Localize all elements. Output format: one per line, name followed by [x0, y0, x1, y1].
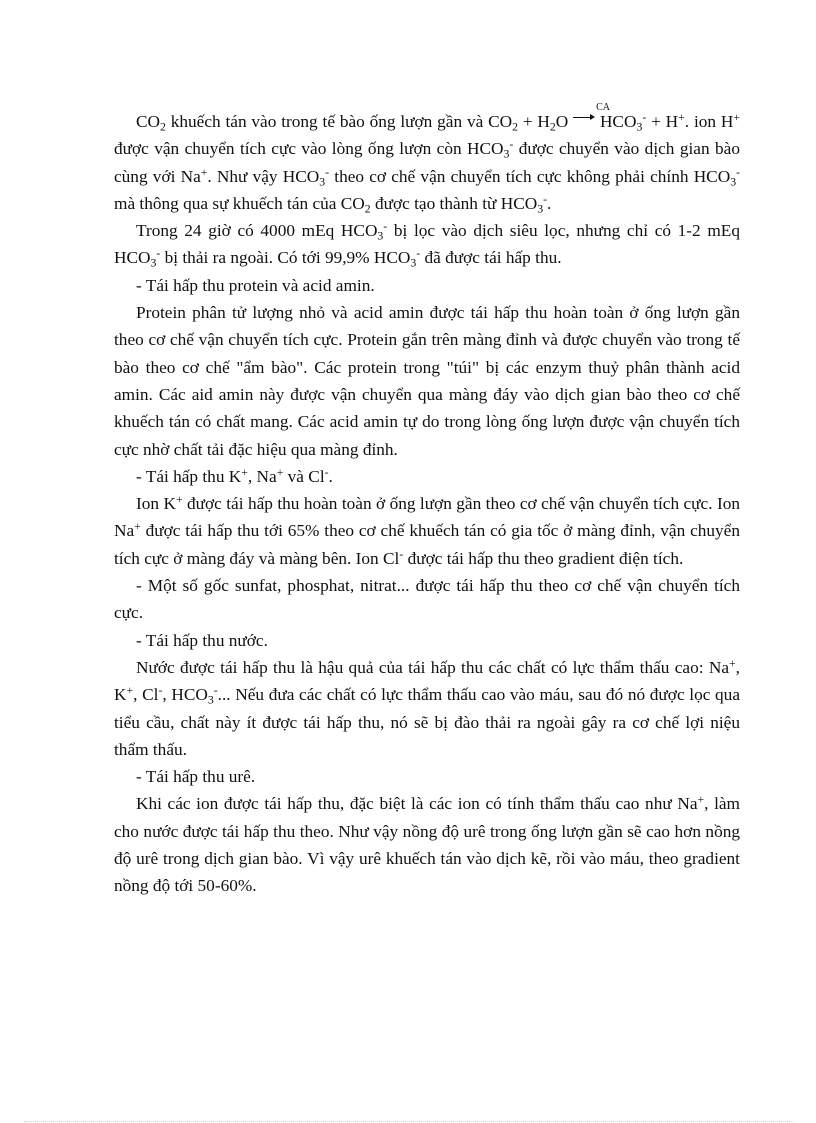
subscript: 3	[410, 256, 417, 270]
subscript: 2	[512, 120, 518, 134]
text: .	[547, 193, 552, 213]
text: bị thải ra ngoài. Có tới 99,9% HCO	[160, 248, 411, 268]
superscript: -	[158, 684, 163, 698]
subscript: 2	[549, 120, 556, 134]
text: O	[555, 112, 569, 131]
paragraph-water-reabsorption	[114, 654, 740, 763]
paragraph-ion-reabsorption	[114, 490, 740, 572]
superscript: -	[156, 247, 161, 261]
subscript: 2	[364, 202, 371, 216]
text: được vận chuyển tích cực vào lòng ống lượn còn HCO	[114, 139, 504, 159]
text: , Na	[247, 466, 277, 486]
superscript: -	[416, 247, 421, 261]
superscript: +	[697, 793, 705, 807]
text: được tạo thành từ HCO	[370, 193, 538, 213]
text: được tái hấp thu tới 65% theo cơ chế khuếch tán có gia tốc ở màng đỉnh, vận chuyển tích cực ở màng đáy và màng bên. Ion Cl	[114, 521, 740, 568]
subscript: 3	[503, 147, 510, 161]
text: . ion H	[684, 112, 734, 131]
text: mà thông qua sự khuếch tán của CO	[114, 193, 365, 213]
superscript: +	[729, 657, 736, 671]
subscript: 3	[537, 202, 544, 216]
text: và Cl	[283, 466, 325, 486]
carbonic-anhydrase-label: CA	[596, 102, 610, 113]
superscript: -	[324, 465, 329, 479]
superscript: +	[126, 684, 134, 698]
subscript: 3	[730, 174, 737, 188]
superscript: -	[383, 220, 388, 234]
text: , HCO	[162, 685, 208, 705]
superscript: -	[399, 547, 404, 561]
text: Khi các ion được tái hấp thu, đặc biệt là các ion có tính thẩm thấu cao như Na	[136, 794, 698, 814]
text: . Như vậy HCO	[207, 166, 320, 186]
superscript: +	[276, 465, 284, 479]
superscript: +	[733, 111, 740, 125]
text: , K	[114, 657, 740, 705]
subscript: 2	[160, 120, 166, 134]
text: - Tái hấp thu K	[136, 466, 242, 486]
document-page	[114, 102, 741, 900]
paragraph-bicarbonate-amount	[114, 217, 740, 272]
text: bị lọc vào dịch siêu lọc, nhưng chỉ có 1-2 mEq HCO	[114, 221, 740, 268]
superscript: -	[325, 165, 330, 179]
text: + H	[517, 112, 550, 131]
text: Nước được tái hấp thu là hậu quả của tái hấp thu các chất có lực thẩm thấu cao: Na	[136, 657, 730, 677]
subscript: 3	[319, 174, 326, 188]
superscript: -	[509, 138, 514, 152]
subscript: 3	[636, 120, 643, 134]
heading-protein-reabsorption: - Tái hấp thu protein và acid amin.	[136, 275, 375, 295]
text: đã được tái hấp thu.	[420, 248, 562, 268]
superscript: +	[241, 465, 248, 479]
text: , làm cho nước được tái hấp thu theo. Như vậy nồng độ urê trong ống lượn gần sẽ cao hơn nồng độ urê trong dịch gian bào. Vì vậy urê khuếch tán vào dịch kẽ, rồi vào máu, theo gradient nồng độ tới 50-60%.	[114, 794, 741, 896]
reaction-arrow	[573, 102, 610, 127]
heading-water-reabsorption: - Tái hấp thu nước.	[136, 630, 268, 650]
paragraph-other-radicals: - Một số gốc sunfat, phosphat, nitrat... được tái hấp thu theo cơ chế vận chuyển tích cực.	[114, 576, 740, 623]
superscript: +	[134, 520, 141, 534]
heading-ion-reabsorption	[114, 463, 740, 490]
text: được tái hấp thu hoàn toàn ở ống lượn gần theo cơ chế vận chuyển tích cực. Ion Na	[114, 494, 740, 541]
text: ... Nếu đưa các chất có lực thẩm thấu cao vào máu, sau đó nó được lọc qua tiểu cầu, chất này ít được tái hấp thu, nó sẽ bị đào thải ra ngoài gây ra cơ chế lợi niệu thẩm thấu.	[114, 685, 740, 759]
superscript: -	[543, 193, 548, 207]
text: Trong 24 giờ có 4000 mEq HCO	[136, 221, 378, 241]
text: theo cơ chế vận chuyển tích cực không phải chính HCO	[329, 166, 731, 186]
text: khuếch tán vào trong tế bào ống lượn gần và CO	[165, 112, 513, 131]
superscript: +	[200, 165, 208, 179]
paragraph-bicarbonate-reabsorption	[114, 102, 740, 217]
text: được tái hấp thu theo gradient điện tích.	[403, 548, 684, 568]
text: HCO	[599, 112, 637, 131]
paragraph-urea-reabsorption	[114, 790, 740, 899]
superscript: -	[213, 684, 218, 698]
superscript: +	[678, 111, 685, 125]
superscript: -	[642, 111, 647, 125]
text: , Cl	[133, 685, 159, 705]
heading-urea-reabsorption: - Tái hấp thu urê.	[136, 767, 256, 787]
text: .	[328, 466, 333, 486]
page-bottom-divider	[24, 1121, 794, 1122]
subscript: 3	[150, 256, 157, 270]
text: được chuyển vào dịch gian bào cùng với Na	[114, 139, 740, 186]
superscript: +	[175, 493, 183, 507]
superscript: -	[736, 165, 740, 179]
arrow-right-icon	[573, 117, 593, 118]
text: CO	[136, 112, 161, 131]
text: + H	[646, 112, 679, 131]
subscript: 3	[377, 229, 384, 243]
paragraph-protein-reabsorption: Protein phân tử lượng nhỏ và acid amin được tái hấp thu hoàn toàn ở ống lượn gần theo cơ chế vận chuyển tích cực. Protein gắn trên màng đỉnh và được chuyển vào trong tế bào theo cơ chế "ẩm bào". Các protein trong "túi" bị các enzym thuỷ phân thành acid amin. Các aid amin này được vận chuyển qua màng đáy vào dịch gian bào theo cơ chế khuếch tán có chất mang. Các acid amin tự do trong lòng ống lượn được vận chuyển tích cực nhờ chất tải đặc hiệu qua màng đỉnh.	[114, 303, 740, 459]
subscript: 3	[207, 693, 214, 707]
text: Ion K	[136, 494, 176, 514]
